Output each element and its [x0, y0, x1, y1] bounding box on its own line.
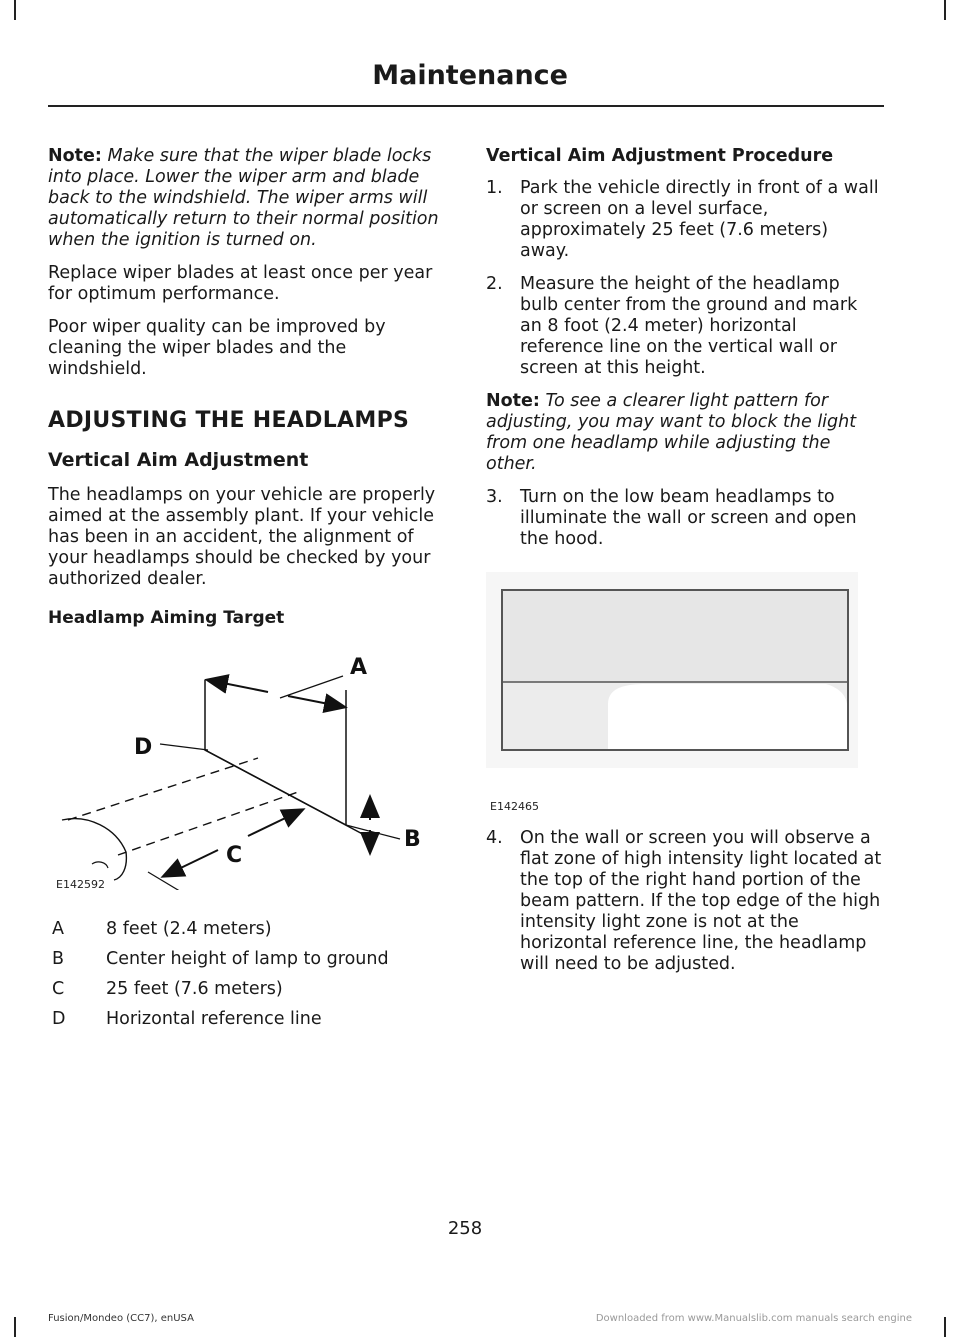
step-text: Turn on the low beam headlamps to illuminate the wall or screen and open the hood.: [520, 487, 857, 549]
header-divider: [48, 105, 884, 107]
figure-code: E142592: [56, 878, 105, 891]
label-a: A: [350, 655, 368, 680]
legend-value: Horizontal reference line: [106, 1009, 322, 1029]
legend-key: C: [52, 979, 65, 999]
beam-pattern-diagram: [486, 564, 882, 794]
dimension-c-arrow: [164, 850, 218, 876]
page-number: 258: [447, 1218, 483, 1239]
legend-key: D: [52, 1009, 66, 1029]
step-item: [486, 178, 882, 262]
beam-line: [68, 758, 258, 820]
legend-value: Center height of lamp to ground: [106, 949, 389, 969]
beam-pattern-figure: [486, 564, 882, 824]
watermark-text: Downloaded from www.Manualslib.com manuals search engine: [595, 1313, 912, 1324]
procedure-title: Vertical Aim Adjustment Procedure: [486, 146, 834, 166]
step-text: Park the vehicle directly in front of a wall or screen on a level surface, approximately 25 feet (7.6 meters) away.: [520, 178, 879, 261]
legend-row: [48, 914, 448, 944]
aiming-target-diagram: [48, 640, 448, 890]
ground-line: [148, 872, 198, 890]
model-label: Fusion/Mondeo (CC7), enUSA: [48, 1313, 194, 1324]
step-number: 3.: [486, 487, 503, 507]
left-column: [48, 146, 448, 1034]
procedure-steps: [486, 828, 882, 975]
legend-row: [48, 944, 448, 974]
page-header-title: Maintenance: [372, 60, 568, 91]
figure-legend: [48, 914, 448, 1034]
right-column: [486, 146, 882, 987]
section-title: ADJUSTING THE HEADLAMPS: [48, 408, 410, 433]
step-text: Measure the height of the headlamp bulb center from the ground and mark an 8 foot (2.4 meter) horizontal reference line on the vertical wall or screen at this height.: [520, 274, 858, 378]
beam-line: [118, 792, 298, 855]
legend-key: B: [52, 949, 65, 969]
procedure-steps: [486, 487, 882, 550]
headlamp-alignment-paragraph: The headlamps on your vehicle are properly aimed at the assembly plant. If your vehicle has been in an accident, the alignment of your headlamps should be checked by your authorized dealer.: [48, 485, 436, 589]
note-label: Note:: [486, 391, 540, 411]
crop-mark: [944, 0, 946, 20]
crop-mark: [14, 0, 16, 20]
step-item: [486, 487, 882, 550]
step-number: 1.: [486, 178, 503, 198]
screen-outline: [205, 680, 346, 825]
aiming-note: [486, 391, 882, 475]
label-c: C: [226, 843, 243, 868]
legend-value: 8 feet (2.4 meters): [106, 919, 272, 939]
dimension-a-arrow: [208, 680, 268, 692]
step-text: On the wall or screen you will observe a flat zone of high intensity light located at the top of the right hand portion of the beam pattern. If the top edge of the high intensity light zone is not at the horizontal reference line, the headlamp will need to be adjusted.: [520, 828, 882, 974]
step-item: [486, 274, 882, 379]
aiming-target-figure: [48, 640, 448, 890]
crop-mark: [944, 1317, 946, 1337]
step-number: 4.: [486, 828, 503, 848]
legend-key: A: [52, 919, 64, 939]
legend-row: [48, 1004, 448, 1034]
note-text: Make sure that the wiper blade locks into place. Lower the wiper arm and blade back to the windshield. The wiper arms will automatically return to their normal position when the ignition is turned on.: [48, 146, 439, 250]
step-number: 2.: [486, 274, 503, 294]
note-label: Note:: [48, 146, 102, 166]
label-d-leader: [160, 744, 208, 750]
headlamp-detail: [92, 862, 108, 868]
legend-value: 25 feet (7.6 meters): [106, 979, 283, 999]
figure-heading: Headlamp Aiming Target: [48, 608, 285, 628]
wiper-replace-paragraph: Replace wiper blades at least once per year for optimum performance.: [48, 263, 433, 304]
figure-code: E142465: [490, 800, 539, 813]
label-d: D: [134, 735, 153, 760]
step-item: [486, 828, 882, 975]
dimension-c-arrow: [248, 810, 302, 836]
note-text: To see a clearer light pattern for adjusting, you may want to block the light from one headlamp while adjusting the other.: [486, 391, 857, 474]
label-a-leader: [280, 676, 343, 698]
wiper-quality-paragraph: Poor wiper quality can be improved by cleaning the wiper blades and the windshield.: [48, 317, 386, 379]
legend-row: [48, 974, 448, 1004]
subsection-title: Vertical Aim Adjustment: [48, 449, 309, 471]
ground-line: [346, 825, 400, 839]
headlamp-outline: [62, 819, 126, 880]
label-b: B: [404, 827, 421, 852]
wiper-note: [48, 146, 448, 251]
procedure-steps: [486, 178, 882, 379]
dimension-a-arrow: [288, 696, 344, 707]
high-intensity-zone: [608, 684, 847, 749]
crop-mark: [14, 1317, 16, 1337]
